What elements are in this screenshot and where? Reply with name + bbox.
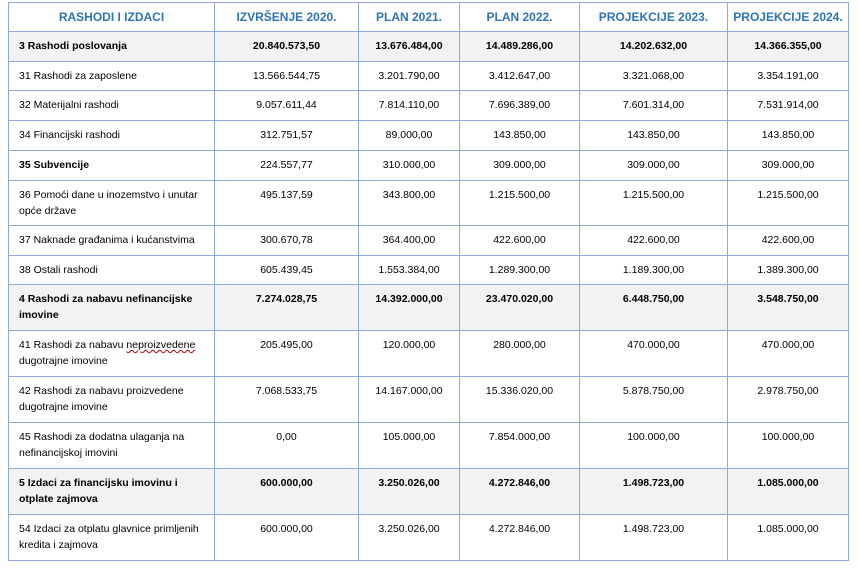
cell-2022: 309.000,00 [460, 151, 580, 181]
cell-2020: 13.566.544,75 [215, 62, 359, 91]
header-plan-2022: PLAN 2022. [460, 3, 580, 32]
cell-2021: 14.392.000,00 [359, 285, 460, 331]
cell-2020: 7.274.028,75 [215, 285, 359, 331]
label-text: 41 Rashodi za nabavu [19, 339, 127, 351]
cell-2020: 224.557,77 [215, 151, 359, 181]
cell-2023: 7.601.314,00 [580, 91, 728, 121]
cell-2020: 205.495,00 [215, 331, 359, 377]
cell-2023: 1.215.500,00 [580, 181, 728, 226]
cell-2023: 1.498.723,00 [580, 515, 728, 561]
row-label: 34 Financijski rashodi [9, 121, 215, 151]
cell-2022: 14.489.286,00 [460, 32, 580, 62]
cell-2023: 100.000,00 [580, 423, 728, 469]
cell-2023: 1.498.723,00 [580, 469, 728, 515]
cell-2024: 7.531.914,00 [728, 91, 849, 121]
cell-2021: 343.800,00 [359, 181, 460, 226]
row-label [9, 331, 215, 377]
cell-2021: 310.000,00 [359, 151, 460, 181]
cell-2023: 422.600,00 [580, 226, 728, 256]
cell-2021: 1.553.384,00 [359, 256, 460, 285]
cell-2024: 14.366.355,00 [728, 32, 849, 62]
cell-2022: 7.854.000,00 [460, 423, 580, 469]
cell-2021: 3.250.026,00 [359, 515, 460, 561]
label-text: dugotrajne imovine [19, 355, 108, 367]
cell-2021: 105.000,00 [359, 423, 460, 469]
cell-2020: 495.137,59 [215, 181, 359, 226]
row-label: 45 Rashodi za dodatna ulaganja na nefinancijskoj imovini [9, 423, 215, 469]
cell-2023: 470.000,00 [580, 331, 728, 377]
cell-2023: 3.321.068,00 [580, 62, 728, 91]
table-row [9, 256, 849, 285]
cell-2022: 7.696.389,00 [460, 91, 580, 121]
expenditure-table [8, 2, 849, 561]
header-rashodi: RASHODI I IZDACI [9, 3, 215, 32]
row-label: 37 Naknade građanima i kućanstvima [9, 226, 215, 256]
cell-2022: 15.336.020,00 [460, 377, 580, 423]
table-row [9, 469, 849, 515]
header-izvrsenje-2020: IZVRŠENJE 2020. [215, 3, 359, 32]
cell-2024: 1.085.000,00 [728, 515, 849, 561]
cell-2024: 422.600,00 [728, 226, 849, 256]
cell-2023: 14.202.632,00 [580, 32, 728, 62]
header-row [9, 3, 849, 32]
spellcheck-word: neproizvedene [126, 339, 196, 351]
cell-2024: 1.389.300,00 [728, 256, 849, 285]
cell-2021: 364.400,00 [359, 226, 460, 256]
row-label: 42 Rashodi za nabavu proizvedene dugotrajne imovine [9, 377, 215, 423]
row-label: 4 Rashodi za nabavu nefinancijske imovine [9, 285, 215, 331]
table-row [9, 62, 849, 91]
cell-2021: 3.250.026,00 [359, 469, 460, 515]
row-label: 54 Izdaci za otplatu glavnice primljenih kredita i zajmova [9, 515, 215, 561]
cell-2020: 0,00 [215, 423, 359, 469]
cell-2024: 100.000,00 [728, 423, 849, 469]
cell-2023: 5.878.750,00 [580, 377, 728, 423]
header-plan-2021: PLAN 2021. [359, 3, 460, 32]
table-row [9, 515, 849, 561]
table-row [9, 91, 849, 121]
row-label: 35 Subvencije [9, 151, 215, 181]
cell-2023: 143.850,00 [580, 121, 728, 151]
cell-2023: 6.448.750,00 [580, 285, 728, 331]
table-row [9, 121, 849, 151]
row-label: 38 Ostali rashodi [9, 256, 215, 285]
cell-2021: 7.814.110,00 [359, 91, 460, 121]
table-row [9, 226, 849, 256]
cell-2024: 143.850,00 [728, 121, 849, 151]
cell-2024: 1.085.000,00 [728, 469, 849, 515]
cell-2020: 20.840.573,50 [215, 32, 359, 62]
table-row [9, 331, 849, 377]
cell-2020: 7.068.533,75 [215, 377, 359, 423]
cell-2024: 3.548.750,00 [728, 285, 849, 331]
cell-2021: 89.000,00 [359, 121, 460, 151]
cell-2024: 3.354.191,00 [728, 62, 849, 91]
cell-2021: 13.676.484,00 [359, 32, 460, 62]
table-row [9, 285, 849, 331]
row-label: 31 Rashodi za zaposlene [9, 62, 215, 91]
table-row [9, 32, 849, 62]
cell-2021: 120.000,00 [359, 331, 460, 377]
cell-2022: 280.000,00 [460, 331, 580, 377]
cell-2024: 1.215.500,00 [728, 181, 849, 226]
row-label: 5 Izdaci za financijsku imovinu i otplate zajmova [9, 469, 215, 515]
cell-2022: 4.272.846,00 [460, 515, 580, 561]
cell-2023: 309.000,00 [580, 151, 728, 181]
cell-2022: 3.412.647,00 [460, 62, 580, 91]
cell-2020: 600.000,00 [215, 469, 359, 515]
row-label: 32 Materijalni rashodi [9, 91, 215, 121]
cell-2024: 309.000,00 [728, 151, 849, 181]
cell-2020: 605.439,45 [215, 256, 359, 285]
cell-2020: 600.000,00 [215, 515, 359, 561]
cell-2022: 422.600,00 [460, 226, 580, 256]
cell-2020: 312.751,57 [215, 121, 359, 151]
cell-2022: 143.850,00 [460, 121, 580, 151]
cell-2021: 14.167.000,00 [359, 377, 460, 423]
cell-2022: 4.272.846,00 [460, 469, 580, 515]
cell-2021: 3.201.790,00 [359, 62, 460, 91]
row-label: 3 Rashodi poslovanja [9, 32, 215, 62]
table-row [9, 377, 849, 423]
cell-2020: 9.057.611,44 [215, 91, 359, 121]
header-projekcije-2023: PROJEKCIJE 2023. [580, 3, 728, 32]
row-label: 36 Pomoći dane u inozemstvo i unutar opće države [9, 181, 215, 226]
cell-2022: 23.470.020,00 [460, 285, 580, 331]
cell-2024: 470.000,00 [728, 331, 849, 377]
cell-2020: 300.670,78 [215, 226, 359, 256]
table-row [9, 151, 849, 181]
cell-2024: 2.978.750,00 [728, 377, 849, 423]
cell-2023: 1.189.300,00 [580, 256, 728, 285]
table-row [9, 181, 849, 226]
header-projekcije-2024: PROJEKCIJE 2024. [728, 3, 849, 32]
cell-2022: 1.289.300,00 [460, 256, 580, 285]
cell-2022: 1.215.500,00 [460, 181, 580, 226]
table-row [9, 423, 849, 469]
